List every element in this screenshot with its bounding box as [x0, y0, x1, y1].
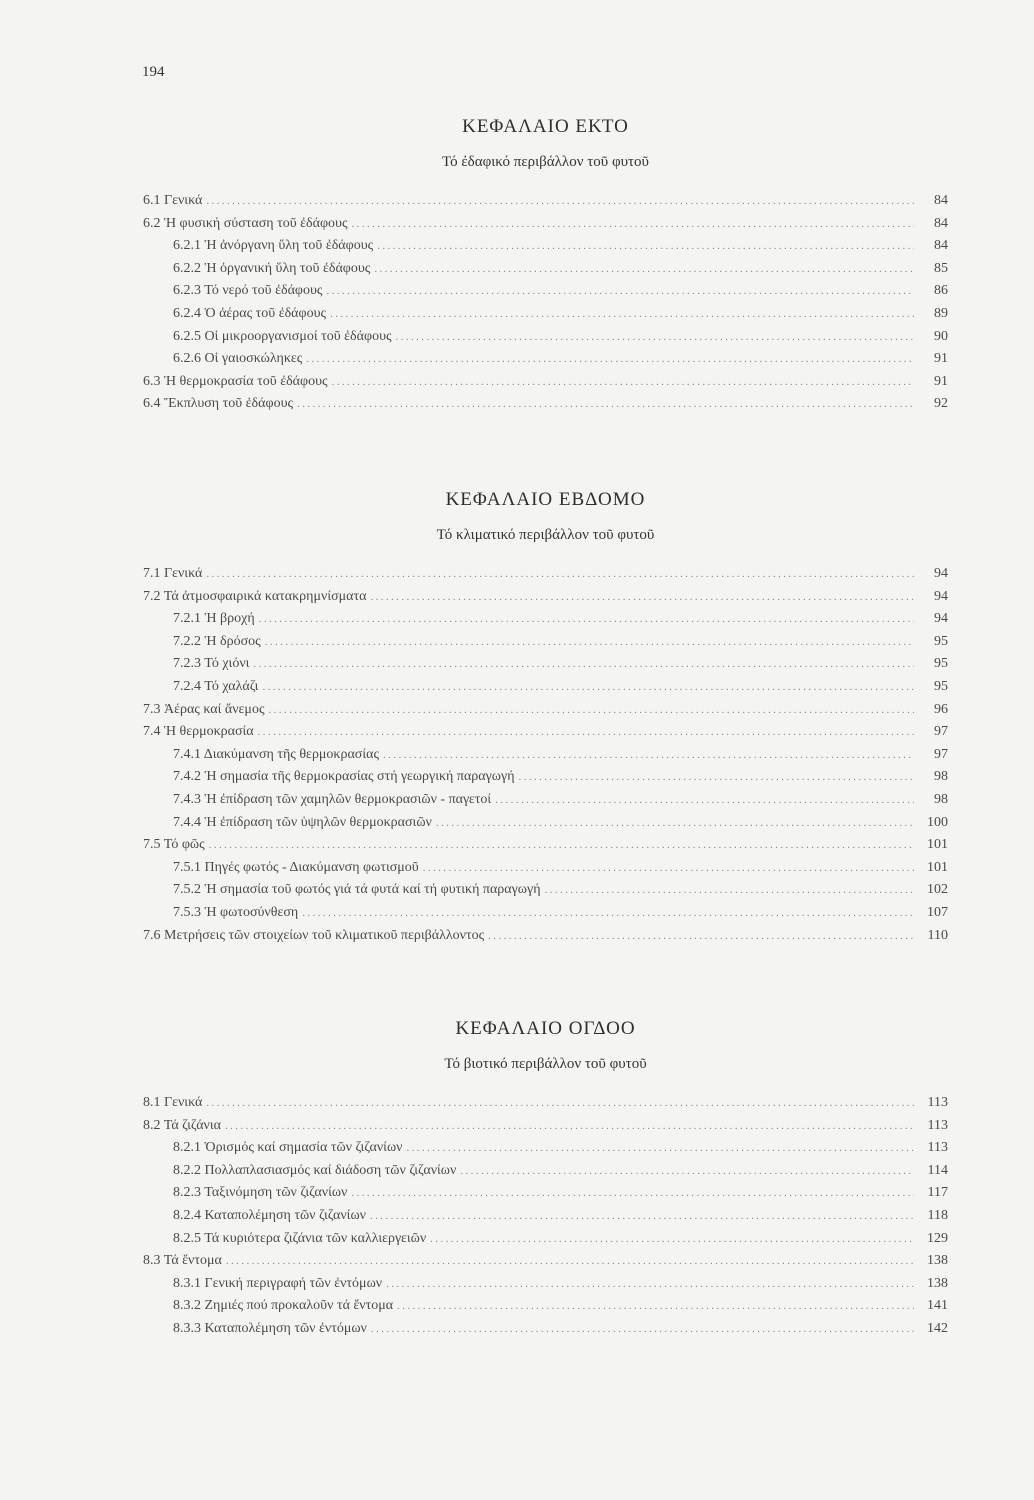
toc-entry-title: Καταπολέμηση τῶν ἐντόμων — [204, 1320, 367, 1336]
toc-entry-label — [173, 1205, 370, 1228]
toc-entry-number: 8.2.1 — [173, 1140, 201, 1156]
toc-entry-title: Πολλαπλασιασμός καί διάδοση τῶν ζιζανίων — [204, 1162, 457, 1178]
toc-entry-page: 118 — [927, 1207, 948, 1223]
chapter-heading: ΚΕΦΑΛΑΙΟ ΟΓΔΟΟ — [455, 1018, 636, 1039]
dot-leader — [352, 213, 914, 236]
toc-entry-label — [173, 303, 330, 326]
toc-entry-page: 138 — [927, 1253, 948, 1269]
toc-entry-page: 91 — [934, 351, 948, 367]
toc-entry-label — [143, 1115, 225, 1138]
toc-entry — [143, 1273, 948, 1296]
toc-entry-page: 113 — [927, 1095, 948, 1110]
toc-entry-title: Γενικά — [164, 193, 203, 208]
toc-entry-title: Ἡ ὀργανική ὕλη τοῦ ἐδάφους — [204, 260, 371, 276]
dot-leader — [377, 235, 914, 258]
toc-entry-page: 113 — [927, 1140, 948, 1156]
toc-entry-number: 8.2.5 — [173, 1230, 201, 1246]
toc-entry-title: Ἡ σημασία τῆς θερμοκρασίας στή γεωργική παραγωγή — [204, 769, 515, 785]
toc-entry-label — [143, 1250, 226, 1273]
toc-entry-number: 6.4 — [143, 396, 161, 412]
toc-entry-number: 6.2.6 — [173, 351, 201, 367]
toc-list — [143, 190, 948, 416]
dot-leader — [253, 653, 914, 676]
toc-entry-page: 92 — [934, 396, 948, 412]
dot-leader — [370, 586, 914, 609]
toc-entry-number: 6.1 — [143, 193, 161, 208]
toc-entry-page: 94 — [934, 566, 948, 581]
toc-entry-title: Ἡ φωτοσύνθεση — [204, 904, 299, 920]
toc-entry-title: Οἱ μικροοργανισμοί τοῦ ἐδάφους — [204, 328, 392, 344]
toc-entry-number: 7.2.1 — [173, 611, 201, 627]
toc-entry-page: 142 — [927, 1320, 948, 1336]
toc-entry-number: 7.1 — [143, 566, 161, 581]
toc-entry — [143, 857, 948, 880]
toc-entry-page: 129 — [927, 1230, 948, 1246]
toc-entry-page: 100 — [927, 814, 948, 830]
toc-entry-label — [143, 563, 206, 586]
dot-leader — [206, 1092, 914, 1115]
toc-entry-title: Πηγές φωτός - Διακύμανση φωτισμοῦ — [204, 859, 419, 875]
toc-entry-title: Ἡ θερμοκρασία — [164, 724, 254, 740]
toc-entry-label — [173, 631, 265, 654]
toc-entry-title: Ἡ σημασία τοῦ φωτός γιά τά φυτά καί τή φυτική παραγωγή — [204, 882, 541, 898]
toc-entry-label — [173, 1228, 430, 1251]
toc-entry — [143, 1295, 948, 1318]
dot-leader — [206, 190, 914, 213]
dot-leader — [258, 721, 914, 744]
toc-entry-number: 7.4.4 — [173, 814, 201, 830]
chapter-heading: ΚΕΦΑΛΑΙΟ ΕΒΔΟΜΟ — [445, 489, 646, 510]
dot-leader — [488, 925, 914, 948]
toc-entry — [143, 879, 948, 902]
toc-entry — [143, 1160, 948, 1183]
toc-entry-label — [143, 1092, 206, 1115]
toc-entry-title: Γενική περιγραφή τῶν ἐντόμων — [204, 1275, 383, 1291]
dot-leader — [225, 1115, 914, 1138]
toc-entry-label — [173, 258, 374, 281]
toc-entry-number: 7.2.3 — [173, 656, 201, 672]
toc-entry-number: 8.3.1 — [173, 1275, 201, 1291]
toc-list — [143, 563, 948, 947]
toc-entry-number: 6.2.2 — [173, 260, 201, 276]
toc-entry-page: 113 — [927, 1117, 948, 1133]
toc-entry — [143, 1182, 948, 1205]
toc-entry-number: 8.2.2 — [173, 1162, 201, 1178]
toc-entry-page: 141 — [927, 1298, 948, 1314]
toc-entry-title: Ὁ ἀέρας τοῦ ἐδάφους — [204, 305, 327, 321]
toc-entry-number: 7.4.1 — [173, 746, 201, 762]
toc-entry-page: 89 — [934, 305, 948, 321]
toc-entry-title: Τά ζιζάνια — [163, 1117, 221, 1133]
toc-entry — [143, 653, 948, 676]
toc-entry — [143, 326, 948, 349]
toc-entry-page: 91 — [934, 373, 948, 389]
dot-leader — [383, 744, 914, 767]
toc-entry-title: Ἡ φυσική σύσταση τοῦ ἐδάφους — [164, 215, 348, 231]
dot-leader — [495, 789, 914, 812]
toc-entry-page: 90 — [934, 328, 948, 344]
toc-entry-number: 8.2.3 — [173, 1185, 201, 1201]
toc-entry-number: 7.5.2 — [173, 882, 201, 898]
toc-entry-title: Ἀέρας καί ἄνεμος — [164, 701, 265, 717]
toc-entry — [143, 1137, 948, 1160]
toc-entry-title: Τά κυριότερα ζιζάνια τῶν καλλιεργειῶν — [204, 1230, 427, 1246]
dot-leader — [297, 393, 914, 416]
toc-entry — [143, 834, 948, 857]
toc-entry-title: Διακύμανση τῆς θερμοκρασίας — [203, 746, 380, 762]
toc-entry-page: 97 — [934, 746, 948, 762]
chapter-six — [143, 114, 948, 416]
toc-entry-number: 8.3.2 — [173, 1298, 201, 1314]
toc-entry-label — [173, 766, 519, 789]
toc-entry-number: 6.2.4 — [173, 305, 201, 321]
toc-entry — [143, 721, 948, 744]
toc-entry-label — [173, 744, 383, 767]
toc-entry-page: 95 — [934, 678, 948, 694]
toc-entry-number: 6.2.5 — [173, 328, 201, 344]
toc-entry-title: Ἡ ἐπίδραση τῶν ὑψηλῶν θερμοκρασιῶν — [204, 814, 432, 830]
toc-entry-page: 94 — [934, 588, 948, 604]
toc-entry-label — [173, 653, 253, 676]
dot-leader — [386, 1273, 914, 1296]
page-number: 194 — [142, 64, 165, 80]
toc-entry-title: Τά ἀτμοσφαιρικά κατακρημνίσματα — [163, 588, 367, 604]
toc-entry-page: 98 — [934, 769, 948, 785]
dot-leader — [268, 699, 914, 722]
toc-entry-page: 98 — [934, 791, 948, 807]
toc-entry — [143, 1115, 948, 1138]
toc-entry — [143, 258, 948, 281]
toc-entry-label — [173, 1137, 407, 1160]
toc-entry-number: 6.2.1 — [173, 238, 201, 254]
toc-entry-number: 7.2.2 — [173, 633, 201, 649]
toc-entry-label — [173, 1273, 386, 1296]
toc-entry-title: Ἔκπλυση τοῦ ἐδάφους — [164, 396, 294, 412]
toc-entry — [143, 371, 948, 394]
toc-entry-page: 110 — [927, 927, 948, 943]
toc-list — [143, 1092, 948, 1341]
dot-leader — [306, 348, 914, 371]
toc-entry-number: 7.5 — [143, 837, 161, 853]
toc-entry — [143, 1205, 948, 1228]
chapter-eight — [143, 1016, 948, 1341]
toc-entry-title: Ὁρισμός καί σημασία τῶν ζιζανίων — [204, 1140, 403, 1156]
toc-entry-label — [173, 348, 306, 371]
toc-entry-label — [143, 371, 332, 394]
chapter-subtitle: Τό ἐδαφικό περιβάλλον τοῦ φυτοῦ — [442, 154, 649, 170]
toc-entry-title: Οἱ γαιοσκώληκες — [204, 351, 303, 367]
toc-entry — [143, 1250, 948, 1273]
toc-entry-number: 6.2.3 — [173, 283, 201, 299]
toc-entry — [143, 766, 948, 789]
toc-entry — [143, 213, 948, 236]
dot-leader — [374, 258, 914, 281]
toc-entry-page: 117 — [927, 1185, 948, 1201]
toc-entry-number: 8.1 — [143, 1095, 161, 1110]
dot-leader — [396, 326, 914, 349]
dot-leader — [332, 371, 914, 394]
toc-entry-page: 94 — [934, 611, 948, 627]
dot-leader — [371, 1318, 914, 1341]
toc-entry-label — [173, 812, 436, 835]
toc-entry — [143, 925, 948, 948]
toc-entry-number: 7.4 — [143, 724, 161, 740]
toc-entry-number: 6.2 — [143, 215, 161, 231]
dot-leader — [423, 857, 914, 880]
toc-entry-number: 7.4.2 — [173, 769, 201, 785]
toc-entry-number: 8.3.3 — [173, 1320, 201, 1336]
toc-entry-number: 7.3 — [143, 701, 161, 717]
toc-entry-label — [173, 857, 423, 880]
toc-entry — [143, 586, 948, 609]
toc-entry-page: 101 — [927, 859, 948, 875]
toc-entry-number: 7.2.4 — [173, 678, 201, 694]
toc-entry-number: 7.5.1 — [173, 859, 201, 875]
dot-leader — [351, 1182, 914, 1205]
toc-entry-label — [143, 586, 370, 609]
toc-entry-label — [143, 721, 258, 744]
toc-entry-page: 107 — [927, 904, 948, 920]
toc-entry-title: Ἡ ἀνόργανη ὕλη τοῦ ἐδάφους — [204, 238, 374, 254]
toc-entry — [143, 744, 948, 767]
toc-entry — [143, 1228, 948, 1251]
dot-leader — [265, 631, 914, 654]
toc-entry-title: Ἡ βροχή — [204, 611, 255, 627]
toc-entry — [143, 902, 948, 925]
dot-leader — [330, 303, 914, 326]
toc-entry-label — [143, 699, 268, 722]
toc-entry — [143, 280, 948, 303]
toc-entry — [143, 631, 948, 654]
toc-entry — [143, 789, 948, 812]
dot-leader — [407, 1137, 915, 1160]
toc-entry — [143, 812, 948, 835]
toc-entry-page: 97 — [934, 724, 948, 740]
toc-entry-number: 6.3 — [143, 373, 161, 389]
toc-entry-label — [173, 1295, 397, 1318]
toc-entry-label — [173, 676, 262, 699]
chapter-heading: ΚΕΦΑΛΑΙΟ ΕΚΤΟ — [462, 116, 629, 137]
dot-leader — [545, 879, 914, 902]
dot-leader — [226, 1250, 914, 1273]
chapter-subtitle: Τό βιοτικό περιβάλλον τοῦ φυτοῦ — [444, 1056, 647, 1072]
toc-entry-title: Τό χιόνι — [204, 656, 250, 672]
toc-entry — [143, 1318, 948, 1341]
toc-entry-label — [143, 190, 206, 213]
toc-entry-page: 138 — [927, 1275, 948, 1291]
toc-entry-label — [143, 925, 488, 948]
toc-entry-page: 84 — [934, 215, 948, 231]
toc-entry-label — [173, 280, 326, 303]
toc-entry-number: 8.3 — [143, 1253, 161, 1269]
toc-entry-page: 95 — [934, 633, 948, 649]
chapter-seven — [143, 487, 948, 947]
toc-entry — [143, 190, 948, 213]
dot-leader — [430, 1228, 914, 1251]
toc-entry-title: Ζημιές πού προκαλοῦν τά ἔντομα — [204, 1298, 394, 1314]
toc-entry-label — [173, 1182, 351, 1205]
toc-entry-label — [173, 608, 259, 631]
toc-entry-number: 7.5.3 — [173, 904, 201, 920]
toc-entry-page: 95 — [934, 656, 948, 672]
toc-entry — [143, 1092, 948, 1115]
toc-entry-page: 101 — [927, 837, 948, 853]
toc-entry-label — [173, 879, 545, 902]
toc-entry-page: 85 — [934, 260, 948, 276]
toc-entry-title: Ἡ θερμοκρασία τοῦ ἐδάφους — [164, 373, 328, 389]
toc-entry-page: 114 — [927, 1162, 948, 1178]
toc-entry-label — [143, 393, 297, 416]
toc-entry-number: 7.2 — [143, 588, 161, 604]
toc-entry-title: Γενικά — [164, 1095, 203, 1110]
dot-leader — [370, 1205, 914, 1228]
toc-entry-label — [173, 902, 302, 925]
toc-entry-number: 8.2.4 — [173, 1207, 201, 1223]
toc-entry — [143, 608, 948, 631]
toc-entry-label — [173, 326, 396, 349]
toc-entry-label — [173, 789, 495, 812]
toc-entry-title: Γενικά — [164, 566, 203, 581]
toc-entry-title: Τό χαλάζι — [204, 678, 259, 694]
toc-entry-number: 7.4.3 — [173, 791, 201, 807]
toc-entry-title: Μετρήσεις τῶν στοιχείων τοῦ κλιματικοῦ περιβάλλοντος — [164, 927, 485, 943]
toc-entry-label — [143, 213, 352, 236]
dot-leader — [206, 563, 914, 586]
toc-entry-title: Τό νερό τοῦ ἐδάφους — [204, 283, 323, 299]
toc-entry — [143, 676, 948, 699]
toc-entry — [143, 348, 948, 371]
toc-entry-label — [173, 1160, 460, 1183]
toc-entry-label — [173, 1318, 371, 1341]
dot-leader — [302, 902, 914, 925]
dot-leader — [397, 1295, 914, 1318]
toc-entry-title: Ἡ ἐπίδραση τῶν χαμηλῶν θερμοκρασιῶν - παγετοί — [204, 791, 492, 807]
toc-entry-number: 7.6 — [143, 927, 161, 943]
toc-entry-label — [173, 235, 377, 258]
dot-leader — [326, 280, 914, 303]
toc-entry-page: 84 — [934, 238, 948, 254]
toc-entry-label — [143, 834, 209, 857]
toc-entry — [143, 563, 948, 586]
toc-entry-page: 84 — [934, 193, 948, 208]
dot-leader — [262, 676, 914, 699]
toc-entry-number: 8.2 — [143, 1117, 161, 1133]
toc-entry-page: 86 — [934, 283, 948, 299]
toc-entry-page: 96 — [934, 701, 948, 717]
chapter-subtitle: Τό κλιματικό περιβάλλον τοῦ φυτοῦ — [436, 527, 655, 543]
toc-entry-title: Καταπολέμηση τῶν ζιζανίων — [204, 1207, 366, 1223]
toc-entry — [143, 699, 948, 722]
toc-entry — [143, 235, 948, 258]
dot-leader — [460, 1160, 914, 1183]
toc-entry-title: Ἡ δρόσος — [204, 633, 261, 649]
toc-entry-page: 102 — [927, 882, 948, 898]
dot-leader — [259, 608, 914, 631]
dot-leader — [209, 834, 914, 857]
toc-entry — [143, 393, 948, 416]
toc-entry-title: Τά ἔντομα — [163, 1253, 222, 1269]
toc-entry-title: Ταξινόμηση τῶν ζιζανίων — [204, 1185, 348, 1201]
dot-leader — [519, 766, 914, 789]
toc-entry-title: Τό φῶς — [163, 837, 205, 853]
dot-leader — [436, 812, 914, 835]
toc-entry — [143, 303, 948, 326]
